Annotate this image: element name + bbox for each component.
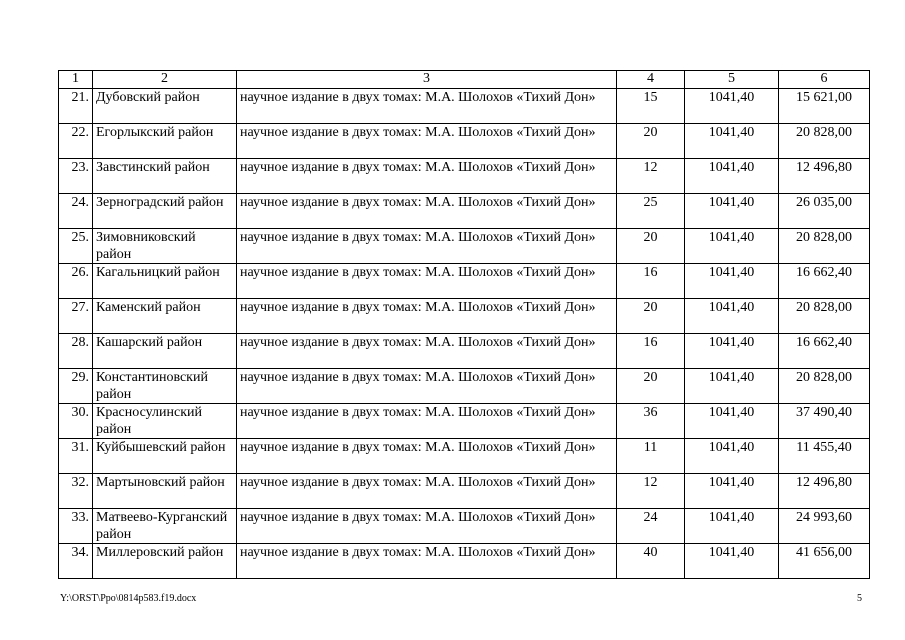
- total-cell: 12 496,80: [779, 474, 870, 509]
- description-cell: научное издание в двух томах: М.А. Шолохов «Тихий Дон»: [237, 89, 617, 124]
- quantity-cell: 20: [617, 229, 685, 264]
- district-cell: Каменский район: [93, 299, 237, 334]
- table-row: [59, 509, 870, 544]
- quantity-cell: 15: [617, 89, 685, 124]
- header-cell-5: 5: [685, 71, 779, 89]
- quantity-cell: 16: [617, 334, 685, 369]
- quantity-cell: 12: [617, 159, 685, 194]
- total-cell: 20 828,00: [779, 369, 870, 404]
- description-cell: научное издание в двух томах: М.А. Шолохов «Тихий Дон»: [237, 474, 617, 509]
- table-row: [59, 299, 870, 334]
- table-row: [59, 124, 870, 159]
- description-cell: научное издание в двух томах: М.А. Шолохов «Тихий Дон»: [237, 369, 617, 404]
- description-cell: научное издание в двух томах: М.А. Шолохов «Тихий Дон»: [237, 159, 617, 194]
- price-cell: 1041,40: [685, 509, 779, 544]
- description-cell: научное издание в двух томах: М.А. Шолохов «Тихий Дон»: [237, 194, 617, 229]
- row-number-cell: 31.: [59, 439, 93, 474]
- header-cell-3: 3: [237, 71, 617, 89]
- price-cell: 1041,40: [685, 264, 779, 299]
- price-cell: 1041,40: [685, 544, 779, 579]
- quantity-cell: 12: [617, 474, 685, 509]
- table-body: [59, 71, 870, 579]
- table-row: [59, 229, 870, 264]
- row-number-cell: 23.: [59, 159, 93, 194]
- district-cell: Красносулинский район: [93, 404, 237, 439]
- price-cell: 1041,40: [685, 299, 779, 334]
- price-cell: 1041,40: [685, 439, 779, 474]
- total-cell: 20 828,00: [779, 229, 870, 264]
- row-number-cell: 25.: [59, 229, 93, 264]
- row-number-cell: 30.: [59, 404, 93, 439]
- quantity-cell: 16: [617, 264, 685, 299]
- quantity-cell: 20: [617, 299, 685, 334]
- quantity-cell: 24: [617, 509, 685, 544]
- total-cell: 16 662,40: [779, 264, 870, 299]
- table-header-row: [59, 71, 870, 89]
- total-cell: 15 621,00: [779, 89, 870, 124]
- table-row: [59, 194, 870, 229]
- footer-file-path: Y:\ORST\Ppo\0814p583.f19.docx: [60, 593, 197, 604]
- description-cell: научное издание в двух томах: М.А. Шолохов «Тихий Дон»: [237, 264, 617, 299]
- total-cell: 16 662,40: [779, 334, 870, 369]
- description-cell: научное издание в двух томах: М.А. Шолохов «Тихий Дон»: [237, 124, 617, 159]
- price-cell: 1041,40: [685, 124, 779, 159]
- table-row: [59, 404, 870, 439]
- total-cell: 20 828,00: [779, 124, 870, 159]
- price-cell: 1041,40: [685, 334, 779, 369]
- table-row: [59, 264, 870, 299]
- row-number-cell: 28.: [59, 334, 93, 369]
- price-cell: 1041,40: [685, 229, 779, 264]
- description-cell: научное издание в двух томах: М.А. Шолохов «Тихий Дон»: [237, 544, 617, 579]
- row-number-cell: 29.: [59, 369, 93, 404]
- description-cell: научное издание в двух томах: М.А. Шолохов «Тихий Дон»: [237, 509, 617, 544]
- row-number-cell: 26.: [59, 264, 93, 299]
- table-row: [59, 369, 870, 404]
- price-cell: 1041,40: [685, 369, 779, 404]
- allocation-table: [58, 70, 870, 579]
- description-cell: научное издание в двух томах: М.А. Шолохов «Тихий Дон»: [237, 439, 617, 474]
- quantity-cell: 20: [617, 369, 685, 404]
- district-cell: Куйбышевский район: [93, 439, 237, 474]
- quantity-cell: 25: [617, 194, 685, 229]
- total-cell: 20 828,00: [779, 299, 870, 334]
- row-number-cell: 32.: [59, 474, 93, 509]
- price-cell: 1041,40: [685, 474, 779, 509]
- district-cell: Завстинский район: [93, 159, 237, 194]
- table-row: [59, 89, 870, 124]
- quantity-cell: 40: [617, 544, 685, 579]
- header-cell-2: 2: [93, 71, 237, 89]
- district-cell: Дубовский район: [93, 89, 237, 124]
- description-cell: научное издание в двух томах: М.А. Шолохов «Тихий Дон»: [237, 334, 617, 369]
- district-cell: Миллеровский район: [93, 544, 237, 579]
- table-row: [59, 159, 870, 194]
- quantity-cell: 20: [617, 124, 685, 159]
- row-number-cell: 27.: [59, 299, 93, 334]
- total-cell: 26 035,00: [779, 194, 870, 229]
- total-cell: 11 455,40: [779, 439, 870, 474]
- row-number-cell: 34.: [59, 544, 93, 579]
- row-number-cell: 24.: [59, 194, 93, 229]
- table-row: [59, 474, 870, 509]
- table-row: [59, 544, 870, 579]
- district-cell: Зимовниковский район: [93, 229, 237, 264]
- row-number-cell: 22.: [59, 124, 93, 159]
- total-cell: 37 490,40: [779, 404, 870, 439]
- district-cell: Матвеево-Курганский район: [93, 509, 237, 544]
- description-cell: научное издание в двух томах: М.А. Шолохов «Тихий Дон»: [237, 299, 617, 334]
- header-cell-6: 6: [779, 71, 870, 89]
- price-cell: 1041,40: [685, 89, 779, 124]
- district-cell: Константиновский район: [93, 369, 237, 404]
- district-cell: Зерноградский район: [93, 194, 237, 229]
- quantity-cell: 11: [617, 439, 685, 474]
- price-cell: 1041,40: [685, 159, 779, 194]
- district-cell: Кашарский район: [93, 334, 237, 369]
- total-cell: 41 656,00: [779, 544, 870, 579]
- footer-page-number: 5: [857, 593, 862, 604]
- price-cell: 1041,40: [685, 194, 779, 229]
- district-cell: Кагальницкий район: [93, 264, 237, 299]
- total-cell: 24 993,60: [779, 509, 870, 544]
- description-cell: научное издание в двух томах: М.А. Шолохов «Тихий Дон»: [237, 404, 617, 439]
- table-row: [59, 439, 870, 474]
- row-number-cell: 33.: [59, 509, 93, 544]
- row-number-cell: 21.: [59, 89, 93, 124]
- quantity-cell: 36: [617, 404, 685, 439]
- district-cell: Мартыновский район: [93, 474, 237, 509]
- table-row: [59, 334, 870, 369]
- total-cell: 12 496,80: [779, 159, 870, 194]
- description-cell: научное издание в двух томах: М.А. Шолохов «Тихий Дон»: [237, 229, 617, 264]
- price-cell: 1041,40: [685, 404, 779, 439]
- header-cell-1: 1: [59, 71, 93, 89]
- district-cell: Егорлыкский район: [93, 124, 237, 159]
- header-cell-4: 4: [617, 71, 685, 89]
